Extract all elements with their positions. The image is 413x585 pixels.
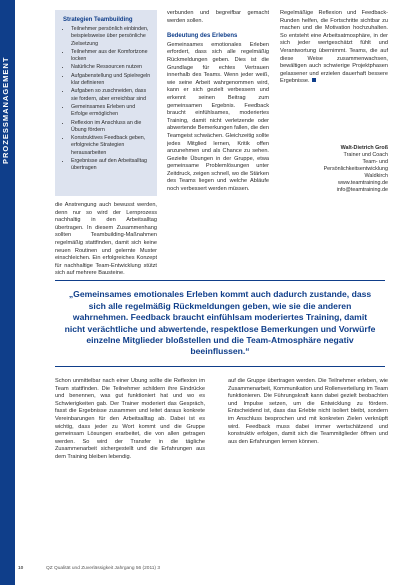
body-paragraph: Gemeinsames emotionales Erleben erfordert, dass sich alle regelmäßig Rückmeldungen geben. Dies ist die Grundlage für echtes Vertrauen innerhalb des Teams. Wenn jeder weiß, wie seine Arbeit wahrgenommen wird, kann er sich gezielt verbessern und erkennt seinen Beitrag zum gemeinsamen Ergebnis. Feedback braucht einfühlsames, moderiertes Training, damit nicht verletzende oder abwertende Bemerkungen fallen, die den Teamgeist schwächen. Gleichzeitig sollte jedes Mitglied lernen, Kritik offen anzunehmen und als Chance zu sehen. Gezielte Übungen in der Gruppe, etwa gemeinsame Problemlösungen unter Zeitdruck, zeigen schnell, wo die Stärken des Teams liegen und welche Abläufe noch verbessert werden müssen. (167, 41, 269, 193)
author-detail: Waldkirch (364, 173, 388, 179)
body-paragraph: auf die Gruppe übertragen werden. Die Teilnehmer erleben, wie Zusammenarbeit, Kommunikation und Rollenverteilung im Team funktionieren. Die Führungskraft kann dabei gezielt beobachten und Impulse setzen, um die Entwicklung zu fördern. Entscheidend ist, dass das Erlebte nicht isoliert bleibt, sondern im Anschluss besprochen und mit konkreten Zielen verknüpft wird. Feedback muss dabei immer wertschätzend und konstruktiv erfolgen, damit sich die Teammitglieder öffnen und aus den Erfahrungen lernen können. (228, 378, 388, 445)
body-paragraph: Regelmäßige Reflexion und Feedback-Runden helfen, die Fortschritte sichtbar zu machen und die Motivation hochzuhalten. So entsteht eine Arbeitsatmosphäre, in der sich jeder wertgeschätzt fühlt und Verantwortung übernimmt. Teams, die auf diese Weise zusammenwachsen, bewältigen auch schwierige Projektphasen gelassener und erzielen dauerhaft bessere Ergebnisse. (280, 10, 388, 85)
subheading: Bedeutung des Erlebens (167, 33, 238, 40)
body-paragraph: die Anstrengung auch bewusst werden, denn nur so wird der Lernprozess nachhaltig in den Arbeitsalltag übertragen. In diesem Zusammenhang sollten Teambuilding-Maßnahmen regelmäßig stattfinden, damit sich keine neuen Routinen und gelernte Muster einschleichen. Ein erfolgreiches Konzept für nachhaltige Team-Entwicklung stützt sich auf mehrere Bausteine. (55, 202, 157, 277)
publication-source: QZ Qualität und Zuverlässigkeit Jahrgang 56 (2011) 3 (46, 566, 161, 571)
column-1-text (55, 202, 157, 277)
author-block (305, 145, 388, 194)
author-website: www.teamtraining.de (337, 180, 388, 186)
list-item: • Teilnehmer aus der Komfortzone locken (71, 49, 151, 64)
bottom-column-2 (228, 378, 388, 560)
list-item: • Aufgaben so zuschneiden, dass sie fordern, aber erreichbar sind (71, 88, 151, 103)
list-item: • Teilnehmer persönlich einbinden, beispielsweise über persönliche Zielsetzung (71, 26, 151, 48)
list-item: • Ergebnisse auf den Arbeitsalltag übertragen (71, 158, 151, 173)
list-item: • Reflexion im Anschluss an die Übung fördern (71, 120, 151, 135)
list-item: • Natürliche Ressourcen nutzen (71, 64, 151, 71)
author-email: info@teamtraining.de (336, 187, 388, 193)
column-3-text (280, 10, 388, 130)
list-item: • Aufgabenstellung und Spielregeln klar definieren (71, 73, 151, 88)
column-2-text (167, 10, 269, 275)
strategy-list (63, 26, 151, 173)
page-number: 10 (18, 566, 24, 571)
page-footer (18, 566, 388, 576)
pull-quote-text: „Gemeinsames emotionales Erleben kommt auch dadurch zustande, dass sich alle regelmäßig Rückmeldungen geben, wie sie die anderen wahrnehmen. Feedback braucht einfühlsam moderiertes Training, damit nicht verächtliche und abwertende, respektlose Bemerkungen und Vorwürfe einzelne Mitglieder bloßstellen und die Team-Atmosphäre negativ beeinflussen.“ (64, 289, 376, 357)
list-item: • Konstruktives Feedback geben, erfolgreiche Strategien herausarbeiten (71, 135, 151, 157)
author-role: Trainer und Coach (343, 152, 388, 158)
strategy-box (55, 10, 157, 196)
pull-quote (55, 280, 385, 367)
body-paragraph: verbunden und begreifbar gemacht werden sollen. (167, 10, 269, 24)
bottom-column-1 (55, 378, 205, 560)
end-mark-icon (312, 78, 316, 82)
list-item: • Gemeinsames Erleben und Erfolge ermöglichen (71, 104, 151, 119)
author-detail: Team- und Persönlichkeitsentwicklung (323, 159, 388, 172)
strategy-box-title: Strategien Teambuilding (63, 17, 133, 23)
section-label: PROZESSMANAGEMENT (1, 56, 10, 164)
body-paragraph: Schon unmittelbar nach einer Übung sollte die Reflexion im Team stattfinden. Die Teilnehmer schildern ihre Eindrücke und benennen, was gut funktioniert hat und wo es Schwierigkeiten gab. Der Trainer moderiert das Gespräch, fasst die Ergebnisse zusammen und leitet daraus konkrete Vereinbarungen für den Arbeitsalltag ab. Dabei ist es wichtig, dass jeder zu Wort kommt und die Gruppe gemeinsam Lösungen erarbeitet, die von allen getragen werden. So wird der Transfer in die tägliche Zusammenarbeit sichergestellt und die Erfahrungen aus dem Training bleiben lebendig. (55, 378, 205, 460)
author-name: Walt-Dietrich Groß (340, 145, 388, 151)
